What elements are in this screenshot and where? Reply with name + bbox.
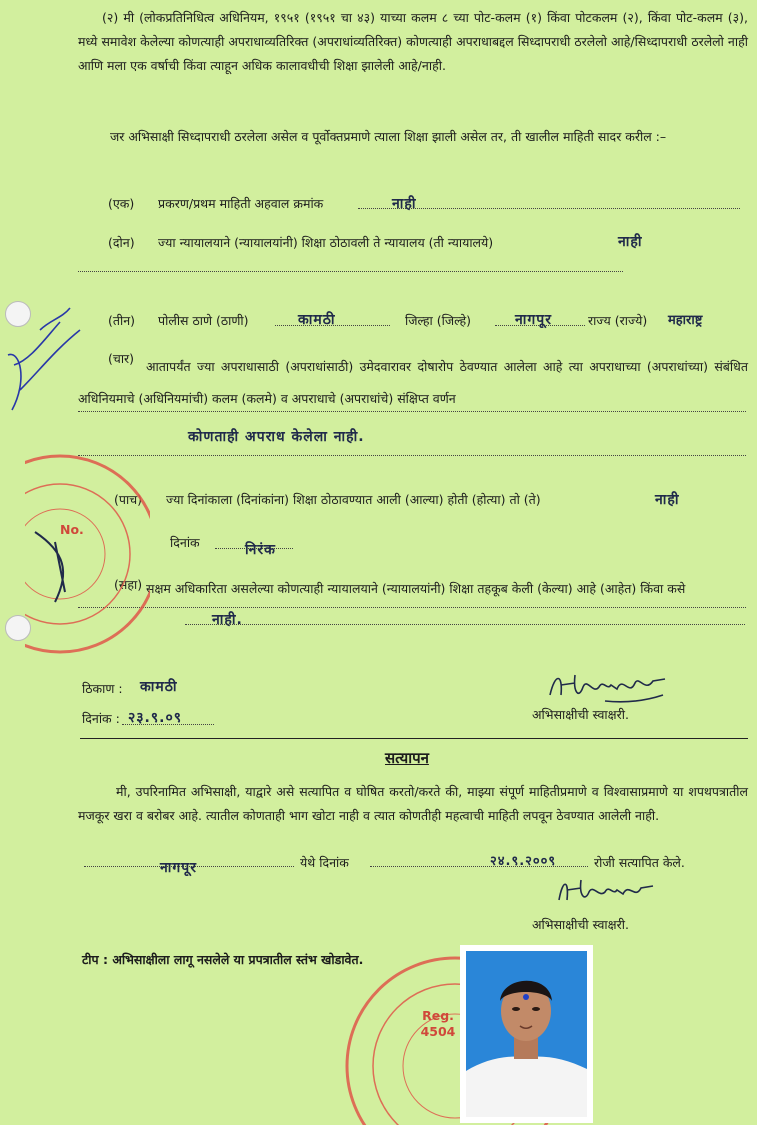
item-two-label: ज्या न्यायालयाने (न्यायालयांनी) शिक्षा ठोठावली ते न्यायालय (ती न्यायालये) bbox=[158, 235, 494, 250]
verification-date-value: २४.९.२००९ bbox=[490, 854, 557, 869]
signature-2-label: अभिसाक्षीची स्वाक्षरी. bbox=[532, 917, 629, 932]
verification-place-suffix: येथे दिनांक bbox=[300, 855, 349, 870]
footnote: टीप : अभिसाक्षीला लागू नसलेले या प्रपत्रातील स्तंभ खोडावेत. bbox=[82, 952, 364, 967]
clause-2-paragraph: (२) मी (लोकप्रतिनिधित्व अधिनियम, १९५१ (१९५१ चा ४३) याच्या कलम ८ च्या पोट-कलम (१) किंवा पोटकलम (२), किंवा पोट-कलम (३), मध्ये समावेश केलेल्या कोणत्याही अपराधाव्यतिरिक्त (अपराधांव्यतिरिक्त) कोणत्याही अपराधाबद्दल सिध्दापराधी ठरलेलो आहे/सिध्दापराधी ठरलेलो नाही आणि मला एक वर्षाची किंवा त्याहून अधिक कालावधीची शिक्षा झालेली आहे/नाही. bbox=[78, 10, 748, 73]
date-value: २३.९.०९ bbox=[128, 710, 183, 726]
item-six-number: (सहा) bbox=[114, 577, 143, 592]
place-label: ठिकाण : bbox=[82, 681, 123, 696]
item-four-dotted-line-2 bbox=[78, 455, 746, 456]
notary-seal-top bbox=[25, 442, 150, 667]
item-six-dotted-line-1 bbox=[78, 607, 746, 608]
applicant-photo bbox=[460, 945, 593, 1123]
item-five-value: नाही bbox=[655, 492, 680, 508]
signature-1-label: अभिसाक्षीची स्वाक्षरी. bbox=[532, 707, 629, 722]
item-six-text: सक्षम अधिकारिता असलेल्या कोणत्याही न्यायालयाने (न्यायालयांनी) शिक्षा तहकूब केली (केल्या) आहे (आहेत) किंवा कसे bbox=[146, 581, 686, 596]
signature-1 bbox=[545, 665, 670, 710]
item-one-number: (एक) bbox=[108, 196, 135, 211]
item-three-label: पोलीस ठाणे (ठाणी) bbox=[158, 313, 249, 328]
item-six-value: नाही. bbox=[212, 612, 243, 628]
verification-paragraph: मी, उपरिनामित अभिसाक्षी, याद्वारे असे सत्यापित व घोषित करतो/करते की, माझ्या संपूर्ण माहितीप्रमाणे व विश्वासाप्रमाणे या शपथपत्रातील मजकूर खरा व बरोबर आहे. त्यातील कोणताही भाग खोटा नाही व त्यात कोणतीही महत्वाची माहिती लपवून ठेवण्यात आलेली नाही. bbox=[78, 784, 748, 823]
item-four-dotted-line-1 bbox=[78, 411, 746, 412]
item-three-district-label: जिल्हा (जिल्हे) bbox=[405, 313, 472, 328]
notary-seal-top-center: No. bbox=[60, 522, 84, 537]
margin-initials bbox=[0, 300, 85, 425]
item-two-value: नाही bbox=[618, 234, 643, 250]
item-three-value: कामठी bbox=[298, 312, 336, 328]
verification-date-suffix: रोजी सत्यापित केले. bbox=[594, 855, 685, 870]
place-value: कामठी bbox=[140, 679, 178, 695]
section-divider bbox=[80, 738, 748, 739]
signature-2 bbox=[555, 872, 660, 912]
item-five-number: (पाच) bbox=[114, 492, 143, 507]
item-three-number: (तीन) bbox=[108, 313, 136, 328]
item-three-state-label: राज्य (राज्ये) bbox=[588, 313, 648, 328]
verification-title: सत्यापन bbox=[385, 749, 429, 767]
item-three-state-value: महाराष्ट्र bbox=[668, 313, 703, 328]
item-three-district-value: नागपूर bbox=[515, 312, 552, 328]
intro-paragraph: जर अभिसाक्षी सिध्दापराधी ठरलेला असेल व पूर्वोक्तप्रमाणे त्याला शिक्षा झाली असेल तर, ती खालील माहिती सादर करील :– bbox=[110, 129, 667, 144]
item-five-date-label: दिनांक bbox=[170, 535, 200, 550]
item-two-dotted-line bbox=[78, 271, 623, 272]
notary-seal-bottom-center: Reg. 4504 bbox=[420, 1008, 456, 1039]
item-four-value: कोणताही अपराध केलेला नाही. bbox=[188, 429, 365, 445]
item-five-label: ज्या दिनांकाला (दिनांकांना) शिक्षा ठोठावण्यात आली (आल्या) होती (होत्या) तो (ते) bbox=[166, 492, 541, 507]
item-one-label: प्रकरण/प्रथम माहिती अहवाल क्रमांक bbox=[158, 196, 324, 211]
item-two-number: (दोन) bbox=[108, 235, 135, 250]
item-one-value: नाही bbox=[392, 196, 417, 212]
item-four-number: (चार) bbox=[108, 351, 135, 366]
item-six-dotted-line-2 bbox=[185, 624, 745, 625]
item-four-text: आतापर्यंत ज्या अपराधासाठी (अपराधांसाठी) उमेदवारावर दोषारोप ठेवण्यात आलेला आहे त्या अपराधाच्या (अपराधांच्या) संबंधित अधिनियमाचे (अधिनियमांची) कलम (कलमे) व अपराधाचे (अपराधांचे) संक्षिप्त वर्णन bbox=[78, 359, 748, 406]
verification-place-value: नागपूर bbox=[160, 860, 197, 876]
date-label: दिनांक : bbox=[82, 711, 120, 726]
applicant-photo-image bbox=[466, 951, 587, 1117]
item-five-date-value: निरंक bbox=[245, 542, 276, 558]
